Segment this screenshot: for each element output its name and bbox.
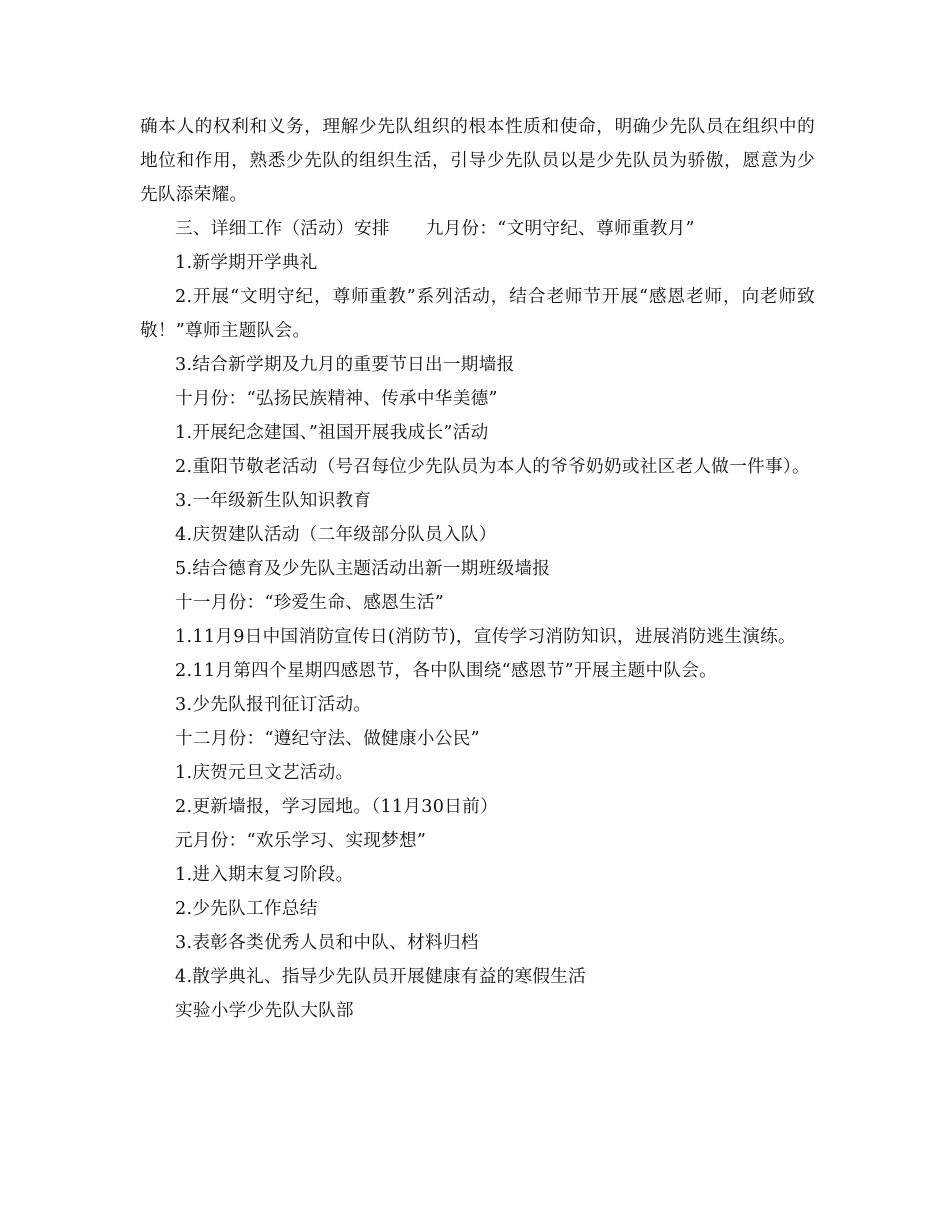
document-body [140, 110, 815, 1028]
list-item: 2.重阳节敬老活动（号召每位少先队员为本人的爷爷奶奶或社区老人做一件事）。 [175, 457, 810, 477]
month-heading-october: 十月份：“弘扬民族精神、传承中华美德” [175, 389, 498, 409]
list-item: 2.少先队工作总结 [175, 899, 318, 919]
list-item: 1.新学期开学典礼 [175, 253, 318, 273]
list-item: 2.更新墙报，学习园地。（11月30日前） [175, 797, 498, 817]
list-item: 3.一年级新生队知识教育 [175, 491, 372, 511]
list-item: 5.结合德育及少先队主题活动出新一期班级墙报 [175, 559, 551, 579]
list-item: 2.开展“文明守纪，尊师重教”系列活动，结合老师节开展“感恩老师，向老师致敬！”尊师主题队会。 [140, 287, 815, 341]
list-item: 3.结合新学期及九月的重要节日出一期墙报 [175, 355, 515, 375]
list-item: 1.11月9日中国消防宣传日(消防节)，宣传学习消防知识，进展消防逃生演练。 [175, 627, 796, 647]
section-three-title: 三、详细工作（活动）安排 [175, 219, 390, 239]
list-item: 1.进入期末复习阶段。 [175, 865, 354, 885]
signature-line: 实验小学少先队大队部 [175, 1001, 354, 1021]
list-item: 1.庆贺元旦文艺活动。 [175, 763, 354, 783]
list-item: 4.散学典礼、指导少先队员开展健康有益的寒假生活 [175, 967, 587, 987]
list-item: 4.庆贺建队活动（二年级部分队员入队） [175, 525, 497, 545]
list-item: 3.少先队报刊征订活动。 [175, 695, 372, 715]
paragraph-section-three-heading [140, 212, 815, 246]
list-item: 2.11月第四个星期四感恩节，各中队围绕“感恩节”开展主题中队会。 [175, 661, 718, 681]
month-heading-november: 十一月份：“珍爱生命、感恩生活” [175, 593, 445, 613]
month-heading-december: 十二月份：“遵纪守法、做健康小公民” [175, 729, 480, 749]
september-theme: 九月份：“文明守纪、尊师重教月” [425, 219, 695, 239]
list-item: 1.开展纪念建国、”祖国开展我成长”活动 [175, 423, 489, 443]
paragraph-rights-duties: 确本人的权利和义务，理解少先队组织的根本性质和使命，明确少先队员在组织中的地位和作用，熟悉少先队的组织生活，引导少先队员以是少先队员为骄傲，愿意为少先队添荣耀。 [140, 117, 815, 205]
list-item: 3.表彰各类优秀人员和中队、材料归档 [175, 933, 479, 953]
month-heading-january: 元月份：“欢乐学习、实现梦想” [175, 831, 427, 851]
